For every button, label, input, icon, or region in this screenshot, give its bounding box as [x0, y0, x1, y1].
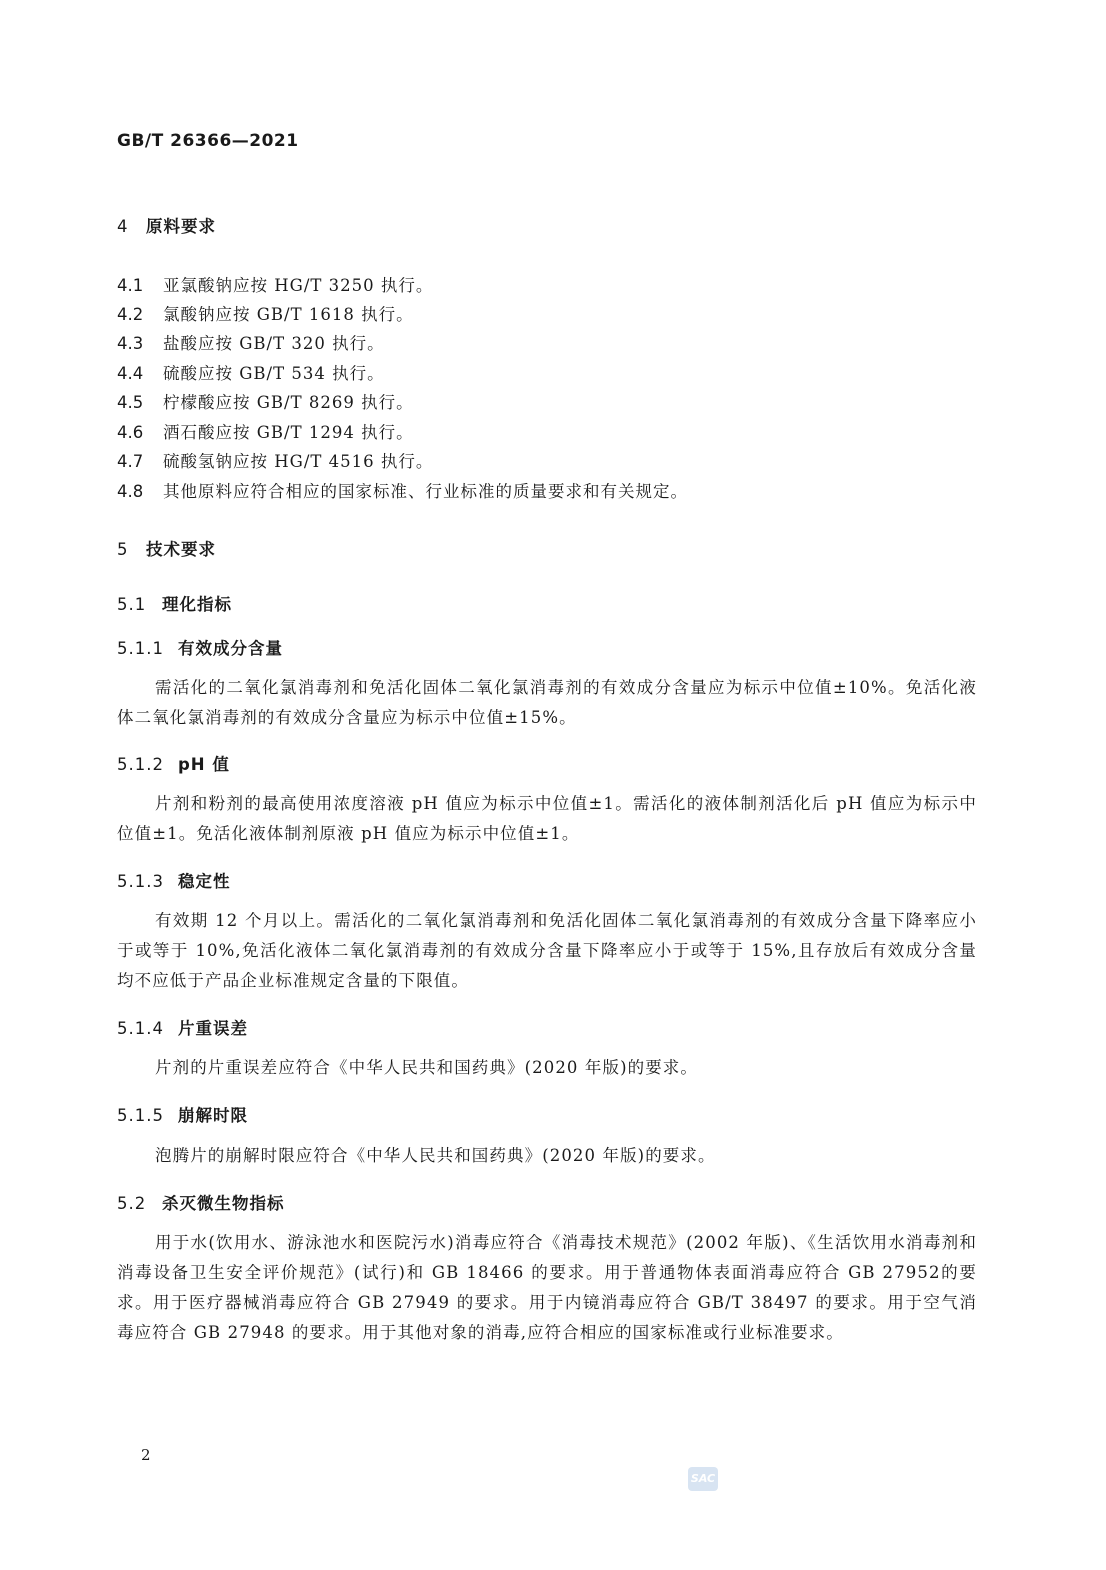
list-item: [117, 419, 414, 443]
section-5-1-2-heading: [117, 751, 230, 775]
list-item: [117, 272, 433, 296]
section-4-heading: [117, 213, 216, 237]
section-number: 5.1.4: [117, 1019, 164, 1038]
item-number: 4.2: [117, 305, 144, 324]
section-number: 4: [117, 217, 129, 236]
section-5-1-1-paragraph: 需活化的二氧化氯消毒剂和免活化固体二氧化氯消毒剂的有效成分含量应为标示中位值±10%。免活化液体二氧化氯消毒剂的有效成分含量应为标示中位值±15%。: [117, 678, 977, 727]
section-number: 5.1.5: [117, 1106, 164, 1125]
section-title: 崩解时限: [178, 1106, 248, 1125]
item-number: 4.8: [117, 482, 144, 501]
section-5-1-heading: [117, 591, 232, 615]
item-text: 酒石酸应按 GB/T 1294 执行。: [163, 423, 414, 442]
page-number: 2: [141, 1446, 151, 1464]
section-5-1-5-heading: [117, 1102, 248, 1126]
item-text: 氯酸钠应按 GB/T 1618 执行。: [163, 305, 414, 324]
sac-logo-icon: SAC: [688, 1467, 718, 1491]
section-title: 理化指标: [162, 595, 232, 614]
section-5-2-paragraph: 用于水(饮用水、游泳池水和医院污水)消毒应符合《消毒技术规范》(2002 年版)、《生活饮用水消毒剂和消毒设备卫生安全评价规范》(试行)和 GB 18466 的要求。用于普通物体表面消毒应符合 GB 27952的要求。用于医疗器械消毒应符合 GB 27949 的要求。用于内镜消毒应符合 GB/T 38497 的要求。用于空气消毒应符合 GB 27948 的要求。用于其他对象的消毒,应符合相应的国家标准或行业标准要求。: [117, 1233, 977, 1342]
section-title: 原料要求: [146, 217, 216, 236]
section-5-1-4-paragraph: 片剂的片重误差应符合《中华人民共和国药典》(2020 年版)的要求。: [155, 1058, 699, 1077]
section-title: 技术要求: [146, 540, 216, 559]
list-item: [117, 301, 414, 325]
section-5-1-1-heading: [117, 635, 283, 659]
section-title: 有效成分含量: [178, 639, 283, 658]
item-text: 盐酸应按 GB/T 320 执行。: [163, 334, 385, 353]
list-item: [117, 330, 385, 354]
section-5-1-2-paragraph: 片剂和粉剂的最高使用浓度溶液 pH 值应为标示中位值±1。需活化的液体制剂活化后 pH 值应为标示中位值±1。免活化液体制剂原液 pH 值应为标示中位值±1。: [117, 794, 977, 843]
section-5-1-5-paragraph: 泡腾片的崩解时限应符合《中华人民共和国药典》(2020 年版)的要求。: [155, 1146, 716, 1165]
item-text: 亚氯酸钠应按 HG/T 3250 执行。: [163, 276, 434, 295]
section-number: 5.1.2: [117, 755, 164, 774]
item-number: 4.1: [117, 276, 144, 295]
section-5-2-heading: [117, 1190, 285, 1214]
item-text: 其他原料应符合相应的国家标准、行业标准的质量要求和有关规定。: [163, 482, 688, 501]
section-number: 5.2: [117, 1194, 147, 1213]
item-number: 4.6: [117, 423, 144, 442]
section-5-1-4-heading: [117, 1015, 248, 1039]
item-number: 4.5: [117, 393, 144, 412]
item-text: 柠檬酸应按 GB/T 8269 执行。: [163, 393, 414, 412]
section-number: 5.1: [117, 595, 147, 614]
item-number: 4.4: [117, 364, 144, 383]
section-5-heading: [117, 536, 216, 560]
item-text: 硫酸应按 GB/T 534 执行。: [163, 364, 385, 383]
section-title: 片重误差: [178, 1019, 248, 1038]
section-5-1-3-heading: [117, 868, 231, 892]
list-item: [117, 360, 385, 384]
section-number: 5: [117, 540, 129, 559]
list-item: [117, 389, 414, 413]
standard-code-header: GB/T 26366—2021: [117, 131, 299, 151]
list-item: [117, 478, 688, 502]
list-item: [117, 448, 433, 472]
item-text: 硫酸氢钠应按 HG/T 4516 执行。: [163, 452, 434, 471]
item-number: 4.3: [117, 334, 144, 353]
section-number: 5.1.1: [117, 639, 164, 658]
section-title: 杀灭微生物指标: [162, 1194, 285, 1213]
section-5-1-3-paragraph: 有效期 12 个月以上。需活化的二氧化氯消毒剂和免活化固体二氧化氯消毒剂的有效成分含量下降率应小于或等于 10%,免活化液体二氧化氯消毒剂的有效成分含量下降率应小于或等于 15%,且存放后有效成分含量均不应低于产品企业标准规定含量的下限值。: [117, 911, 977, 990]
section-title: pH 值: [178, 755, 230, 774]
section-title: 稳定性: [178, 872, 231, 891]
item-number: 4.7: [117, 452, 144, 471]
section-number: 5.1.3: [117, 872, 164, 891]
